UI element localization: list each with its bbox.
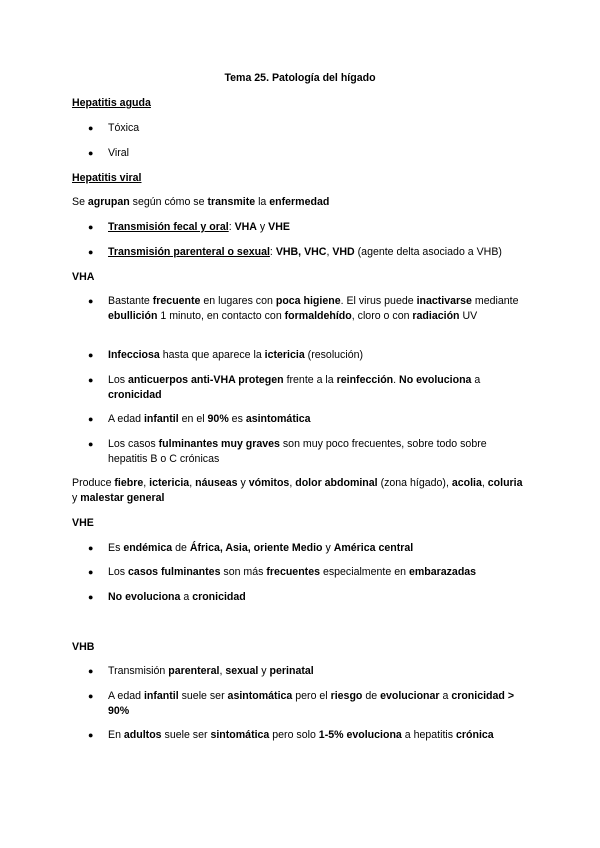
- text-run: Los casos: [108, 438, 159, 450]
- text-run: VHB, VHC: [275, 246, 327, 258]
- text-run: En: [108, 729, 124, 741]
- text-run: ictericia: [264, 349, 305, 361]
- list-item-viral: Viral: [108, 147, 130, 159]
- list-item-vha-fulminantes: [108, 437, 528, 466]
- list-item-vhb-transmision: [108, 664, 528, 679]
- text-run: embarazadas: [408, 566, 477, 578]
- text-run: crónica: [456, 729, 494, 741]
- bullet-icon: ●: [88, 148, 94, 158]
- bullet-icon: ●: [88, 222, 94, 232]
- bullet-icon: ●: [88, 730, 94, 740]
- text-run: 90%: [207, 413, 229, 425]
- text-run: Transmisión fecal y oral: [108, 221, 229, 233]
- heading-hepatitis-viral: Hepatitis viral: [72, 172, 142, 184]
- list-item-vhe-fulminantes: [108, 565, 528, 580]
- text-run: sexual: [225, 665, 259, 677]
- text-run: :: [269, 246, 276, 258]
- text-run: asintomática: [245, 413, 311, 425]
- text-run: ,: [481, 477, 488, 489]
- list-item-vhb-infantil: [108, 689, 528, 718]
- text-run: anticuerpos anti-VHA protegen: [128, 374, 284, 386]
- text-run: radiación: [412, 309, 460, 322]
- text-run: suele ser: [178, 690, 228, 702]
- text-run: Produce: [72, 477, 115, 489]
- text-run: transmite: [207, 196, 256, 208]
- text-run: ,: [219, 665, 226, 677]
- text-run: especialmente en: [320, 566, 409, 578]
- text-run: frecuentes: [266, 566, 320, 578]
- list-item-vha-anticuerpos: [108, 373, 528, 402]
- text-run: y: [322, 542, 334, 554]
- text-run: hasta que aparece la: [159, 349, 265, 361]
- heading-vhb: VHB: [72, 641, 95, 653]
- text-run: en lugares con: [200, 295, 276, 307]
- text-run: náuseas: [195, 477, 238, 489]
- text-run: frente a la: [283, 374, 337, 386]
- text-run: de: [362, 690, 381, 702]
- text-run: 1-5% evoluciona: [318, 729, 402, 741]
- text-run: (agente delta asociado a VHB): [354, 246, 502, 258]
- list-item-vhe-endemica: [108, 541, 528, 556]
- text-run: Los: [108, 566, 129, 578]
- text-run: VHD: [332, 246, 355, 258]
- text-run: cronicidad: [192, 591, 246, 603]
- bullet-icon: ●: [88, 375, 94, 385]
- text-run: ,: [289, 477, 296, 489]
- text-run: malestar general: [80, 491, 165, 504]
- text-run: es: [228, 413, 246, 425]
- text-run: infantil: [143, 413, 179, 425]
- text-run: y: [72, 491, 81, 504]
- text-run: > 90%: [108, 690, 515, 717]
- text-run: pero el: [292, 690, 331, 702]
- text-run: dolor abdominal: [295, 477, 378, 489]
- bullet-icon: ●: [88, 414, 94, 424]
- text-run: agrupan: [87, 196, 130, 208]
- text-run: infantil: [143, 690, 179, 702]
- text-run: ,: [143, 477, 150, 489]
- text-run: VHA: [234, 221, 257, 233]
- text-run: fiebre: [114, 477, 144, 489]
- text-run: vómitos: [248, 477, 290, 489]
- text-run: cronicidad: [108, 388, 162, 401]
- text-run: formaldehído: [284, 309, 352, 322]
- text-run: y: [258, 665, 270, 677]
- text-run: riesgo: [330, 690, 363, 702]
- text-run: Es: [108, 542, 124, 554]
- text-run: coluria: [487, 477, 523, 489]
- text-run: (resolución): [304, 349, 364, 361]
- bullet-icon: ●: [88, 592, 94, 602]
- bullet-icon: ●: [88, 296, 94, 306]
- text-run: Infecciosa: [108, 349, 160, 361]
- text-run: a: [471, 374, 481, 386]
- text-run: UV: [459, 309, 478, 322]
- text-run: perinatal: [269, 665, 314, 677]
- bullet-icon: ●: [88, 567, 94, 577]
- list-item-vhe-cronicidad: [108, 590, 528, 605]
- text-run: sintomática: [210, 729, 270, 741]
- text-run: .: [393, 374, 400, 386]
- text-run: de: [172, 542, 190, 554]
- text-run: a: [439, 690, 452, 702]
- text-run: :: [228, 221, 235, 233]
- text-run: Bastante: [108, 295, 153, 307]
- text-run: ,: [326, 246, 333, 258]
- list-item-vha-infantil: [108, 412, 528, 427]
- bullet-icon: ●: [88, 543, 94, 553]
- bullet-icon: ●: [88, 439, 94, 449]
- text-run: A edad: [108, 413, 144, 425]
- heading-vha: VHA: [72, 271, 95, 283]
- list-item-vhb-adultos: [108, 728, 528, 743]
- text-run: acolia: [451, 477, 482, 489]
- paragraph-viral-intro: [72, 195, 528, 210]
- text-run: mediante: [471, 295, 519, 307]
- text-run: Los: [108, 374, 129, 386]
- text-run: endémica: [123, 542, 173, 554]
- text-run: (zona hígado),: [377, 477, 452, 489]
- list-item-vha-frecuente: [108, 294, 528, 323]
- text-run: No evoluciona: [108, 591, 181, 603]
- text-run: No evoluciona: [399, 374, 472, 386]
- text-run: 1 minuto, en contacto con: [157, 309, 285, 322]
- heading-vhe: VHE: [72, 517, 94, 529]
- text-run: son más: [220, 566, 267, 578]
- bullet-icon: ●: [88, 691, 94, 701]
- text-run: a: [180, 591, 193, 603]
- text-run: a hepatitis: [401, 729, 456, 741]
- text-run: ictericia: [149, 477, 190, 489]
- text-run: ,: [189, 477, 196, 489]
- text-run: adultos: [123, 729, 162, 741]
- text-run: enfermedad: [269, 196, 330, 208]
- text-run: reinfección: [336, 374, 394, 386]
- text-run: evolucionar: [380, 690, 440, 702]
- list-item-toxica: Tóxica: [108, 122, 140, 134]
- paragraph-vha-produce: [72, 476, 528, 505]
- text-run: asintomática: [227, 690, 293, 702]
- text-run: parenteral: [168, 665, 220, 677]
- list-item-vha-infecciosa: [108, 348, 528, 363]
- text-run: fulminantes muy graves: [158, 438, 280, 450]
- text-run: VHE: [268, 221, 290, 233]
- text-run: América central: [333, 542, 414, 554]
- list-item-transmision-fecal: [108, 220, 528, 235]
- text-run: son muy poco frecuentes, sobre todo sobre hepatitis B o C crónicas: [108, 438, 487, 465]
- text-run: suele ser: [161, 729, 211, 741]
- text-run: frecuente: [152, 295, 201, 307]
- text-run: inactivarse: [416, 295, 472, 307]
- text-run: pero solo: [269, 729, 319, 741]
- text-run: la: [255, 196, 270, 208]
- text-run: y: [237, 477, 249, 489]
- text-run: y: [256, 221, 269, 233]
- text-run: Transmisión parenteral o sexual: [108, 246, 270, 258]
- text-run: Se: [72, 196, 88, 208]
- heading-hepatitis-aguda: Hepatitis aguda: [72, 97, 151, 109]
- text-run: en el: [178, 413, 208, 425]
- text-run: casos fulminantes: [128, 566, 221, 578]
- list-item-transmision-parenteral: [108, 245, 528, 260]
- text-run: poca higiene: [275, 295, 341, 307]
- text-run: ebullición: [108, 309, 158, 322]
- page-title: Tema 25. Patología del hígado: [224, 72, 376, 84]
- text-run: Transmisión: [108, 665, 169, 677]
- bullet-icon: ●: [88, 666, 94, 676]
- bullet-icon: ●: [88, 123, 94, 133]
- text-run: A edad: [108, 690, 144, 702]
- bullet-icon: ●: [88, 350, 94, 360]
- text-run: según cómo se: [129, 196, 208, 208]
- bullet-icon: ●: [88, 247, 94, 257]
- text-run: , cloro o con: [351, 309, 413, 322]
- text-run: . El virus puede: [340, 295, 417, 307]
- text-run: cronicidad: [451, 690, 505, 702]
- text-run: África, Asia, oriente Medio: [189, 542, 323, 554]
